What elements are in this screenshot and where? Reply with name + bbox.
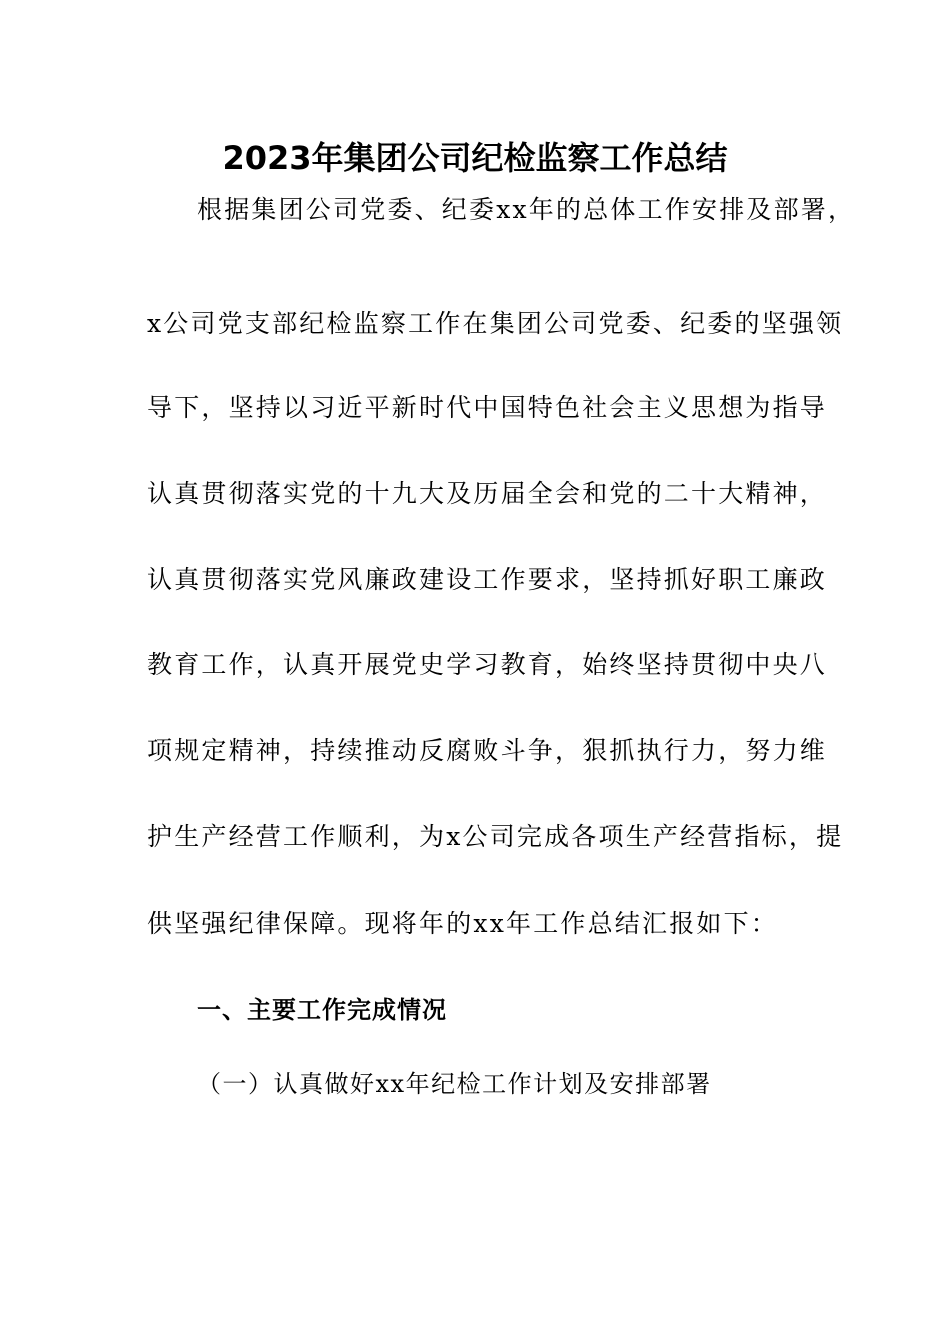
paragraph-line: 教育工作，认真开展党史学习教育，始终坚持贯彻中央八 bbox=[147, 650, 828, 679]
paragraph-line: x公司党支部纪检监察工作在集团公司党委、纪委的坚强领 bbox=[147, 309, 844, 338]
paragraph-line: 认真贯彻落实党风廉政建设工作要求，坚持抓好职工廉政 bbox=[147, 565, 828, 594]
section-heading: 一、主要工作完成情况 bbox=[197, 996, 447, 1024]
paragraph-line: 根据集团公司党委、纪委xx年的总体工作安排及部署， bbox=[197, 195, 856, 224]
paragraph-line: 护生产经营工作顺利，为x公司完成各项生产经营指标，提 bbox=[147, 822, 844, 851]
document-title: 2023年集团公司纪检监察工作总结 bbox=[222, 139, 728, 177]
paragraph-line: 导下，坚持以习近平新时代中国特色社会主义思想为指导 bbox=[147, 393, 828, 422]
paragraph-line: 认真贯彻落实党的十九大及历届全会和党的二十大精神， bbox=[147, 479, 828, 508]
paragraph-line: 项规定精神，持续推动反腐败斗争，狠抓执行力，努力维 bbox=[147, 736, 828, 765]
subsection-heading: （一）认真做好xx年纪检工作计划及安排部署 bbox=[197, 1070, 712, 1098]
paragraph-line: 供坚强纪律保障。现将年的xx年工作总结汇报如下： bbox=[147, 909, 779, 938]
